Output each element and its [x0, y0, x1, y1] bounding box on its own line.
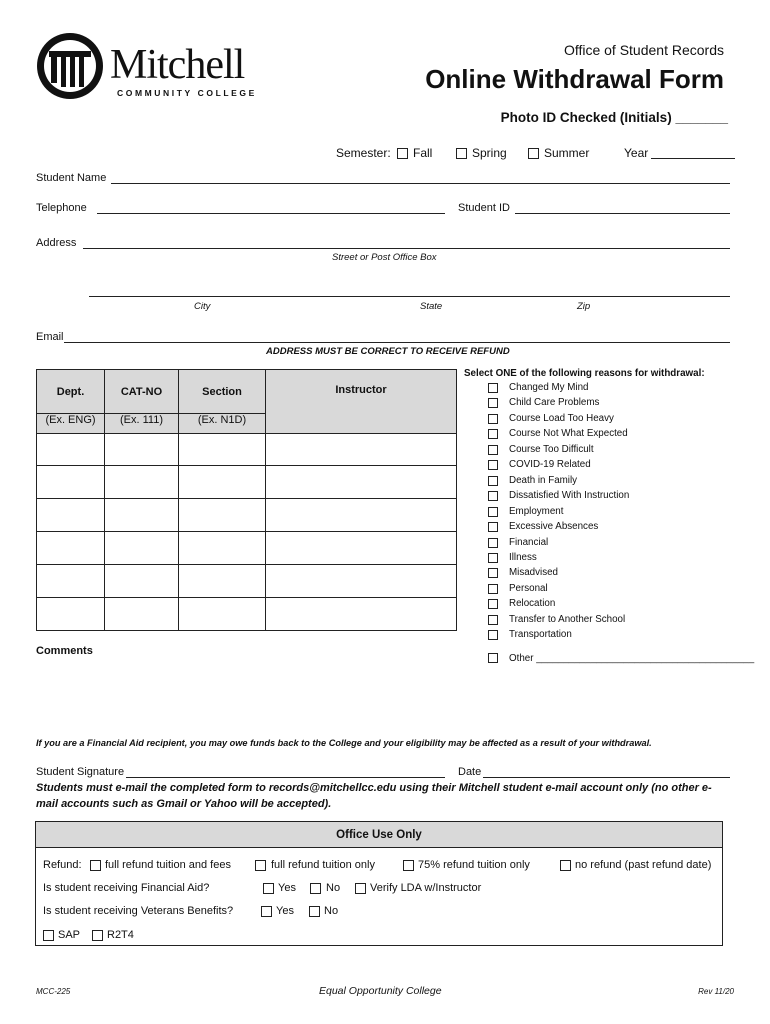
- year-label: Year: [624, 146, 649, 160]
- reason-checkbox[interactable]: [488, 568, 498, 578]
- reason-checkbox[interactable]: [488, 398, 498, 408]
- address-label: Address: [36, 237, 77, 249]
- reason-checkbox[interactable]: [488, 615, 498, 625]
- reason-label: Transportation: [509, 629, 572, 641]
- spring-checkbox[interactable]: [456, 148, 467, 159]
- refund-full-tuition-label: full refund tuition only: [271, 859, 375, 871]
- street-hint: Street or Post Office Box: [332, 252, 437, 263]
- fall-label: Fall: [413, 146, 433, 160]
- reason-label: Dissatisfied With Instruction: [509, 490, 630, 502]
- instructor-header: Instructor: [266, 370, 457, 434]
- fa-no-label: No: [326, 882, 341, 894]
- summer-checkbox[interactable]: [528, 148, 539, 159]
- reason-label: Course Not What Expected: [509, 428, 628, 440]
- reason-checkbox[interactable]: [488, 522, 498, 532]
- dept-header: Dept.: [37, 370, 105, 414]
- reason-label: Financial: [509, 536, 549, 548]
- logo-column-icon: [37, 33, 103, 99]
- equal-opportunity: Equal Opportunity College: [319, 985, 442, 997]
- spring-label: Spring: [472, 146, 507, 160]
- reason-checkbox[interactable]: [488, 414, 498, 424]
- reason-label: Child Care Problems: [509, 397, 600, 409]
- reason-checkbox[interactable]: [488, 599, 498, 609]
- office-name: Office of Student Records: [563, 42, 724, 58]
- reason-checkbox[interactable]: [488, 429, 498, 439]
- vet-yes-checkbox[interactable]: [261, 906, 272, 917]
- logo-subtitle: COMMUNITY COLLEGE: [117, 88, 257, 98]
- reason-label: COVID-19 Related: [509, 459, 591, 471]
- student-id-field[interactable]: [515, 213, 730, 214]
- email-label: Email: [36, 331, 64, 343]
- no-refund-checkbox[interactable]: [560, 860, 571, 871]
- veterans-question: Is student receiving Veterans Benefits?: [43, 905, 234, 917]
- semester-label: Semester:: [336, 146, 391, 160]
- revision: Rev 11/20: [698, 987, 734, 996]
- section-example: (Ex. N1D): [179, 414, 266, 434]
- reason-label: Course Load Too Heavy: [509, 412, 614, 424]
- reason-checkbox[interactable]: [488, 445, 498, 455]
- course-row[interactable]: [37, 466, 457, 499]
- reason-checkbox[interactable]: [488, 584, 498, 594]
- financial-aid-note: If you are a Financial Aid recipient, you may owe funds back to the College and your eligibility may be affected as a result of your withdrawal.: [36, 738, 652, 748]
- sap-checkbox[interactable]: [43, 930, 54, 941]
- zip-hint: Zip: [577, 301, 591, 312]
- r2t4-checkbox[interactable]: [92, 930, 103, 941]
- city-hint: City: [194, 301, 211, 312]
- state-hint: State: [420, 301, 443, 312]
- reason-label: Personal: [509, 582, 548, 594]
- financial-aid-question: Is student receiving Financial Aid?: [43, 882, 210, 894]
- vet-no-label: No: [324, 905, 339, 917]
- course-row[interactable]: [37, 565, 457, 598]
- photo-id-checked: Photo ID Checked (Initials) _______: [500, 110, 728, 125]
- student-name-field[interactable]: [111, 183, 730, 184]
- reason-checkbox[interactable]: [488, 460, 498, 470]
- date-label: Date: [458, 766, 482, 778]
- course-row[interactable]: [37, 598, 457, 631]
- fa-yes-label: Yes: [278, 882, 296, 894]
- year-field[interactable]: [651, 158, 735, 159]
- logo-name: Mitchell: [110, 42, 245, 88]
- form-number: MCC-225: [36, 987, 71, 996]
- fa-no-checkbox[interactable]: [310, 883, 321, 894]
- reason-other-label: Other ________________________________________: [509, 653, 755, 664]
- reason-label: Relocation: [509, 598, 556, 610]
- address-street-field[interactable]: [83, 248, 730, 249]
- email-field[interactable]: [64, 342, 730, 343]
- refund-75-checkbox[interactable]: [403, 860, 414, 871]
- student-id-label: Student ID: [458, 202, 510, 214]
- email-instruction: Students must e-mail the completed form to records@mitchellcc.edu using their Mitchell student e-mail account only (no other e-mail accounts such as Gmail or Yahoo will be accepted).: [36, 782, 712, 810]
- reason-label: Illness: [509, 551, 537, 563]
- section-header: Section: [179, 370, 266, 414]
- refund-75-label: 75% refund tuition only: [418, 859, 530, 871]
- reason-checkbox[interactable]: [488, 553, 498, 563]
- reason-checkbox[interactable]: [488, 507, 498, 517]
- course-row[interactable]: [37, 434, 457, 466]
- address-city-state-zip-field[interactable]: [89, 296, 730, 297]
- reason-label: Misadvised: [509, 567, 559, 579]
- refund-full-tuition-checkbox[interactable]: [255, 860, 266, 871]
- student-signature-label: Student Signature: [36, 766, 125, 778]
- reason-checkbox[interactable]: [488, 491, 498, 501]
- reason-label: Death in Family: [509, 474, 578, 486]
- telephone-field[interactable]: [97, 213, 445, 214]
- student-signature-field[interactable]: [126, 777, 445, 778]
- course-table: [36, 369, 457, 631]
- vet-yes-label: Yes: [276, 905, 294, 917]
- no-refund-label: no refund (past refund date): [575, 859, 712, 871]
- refund-label: Refund:: [43, 859, 82, 871]
- verify-lda-label: Verify LDA w/Instructor: [370, 882, 482, 894]
- sap-label: SAP: [58, 929, 81, 941]
- r2t4-label: R2T4: [107, 929, 134, 941]
- fall-checkbox[interactable]: [397, 148, 408, 159]
- telephone-label: Telephone: [36, 202, 87, 214]
- date-field[interactable]: [483, 777, 730, 778]
- course-row[interactable]: [37, 499, 457, 532]
- refund-full-fees-checkbox[interactable]: [90, 860, 101, 871]
- dept-example: (Ex. ENG): [37, 414, 105, 434]
- reason-label: Changed My Mind: [509, 382, 589, 393]
- reason-checkbox[interactable]: [488, 538, 498, 548]
- office-use-box: [35, 821, 723, 946]
- fa-yes-checkbox[interactable]: [263, 883, 274, 894]
- refund-full-fees-label: full refund tuition and fees: [105, 859, 231, 871]
- reason-other-checkbox[interactable]: [488, 653, 498, 663]
- reason-checkbox[interactable]: [488, 630, 498, 640]
- reasons-title: Select ONE of the following reasons for withdrawal:: [464, 368, 705, 379]
- course-row[interactable]: [37, 532, 457, 565]
- reason-label: Excessive Absences: [509, 521, 599, 533]
- verify-lda-checkbox[interactable]: [355, 883, 366, 894]
- vet-no-checkbox[interactable]: [309, 906, 320, 917]
- page-title: Online Withdrawal Form: [425, 64, 724, 94]
- reason-label: Employment: [509, 505, 564, 517]
- office-use-title: Office Use Only: [36, 822, 722, 848]
- cat-no-header: CAT-NO: [105, 370, 179, 414]
- reason-label: Transfer to Another School: [509, 613, 626, 625]
- reason-label: Course Too Difficult: [509, 443, 594, 455]
- student-name-label: Student Name: [36, 172, 107, 184]
- comments-label: Comments: [36, 645, 93, 657]
- reason-checkbox[interactable]: [488, 476, 498, 486]
- reason-checkbox[interactable]: [488, 383, 498, 393]
- address-note: ADDRESS MUST BE CORRECT TO RECEIVE REFUND: [266, 346, 510, 357]
- cat-no-example: (Ex. 111): [105, 414, 179, 434]
- summer-label: Summer: [544, 146, 590, 160]
